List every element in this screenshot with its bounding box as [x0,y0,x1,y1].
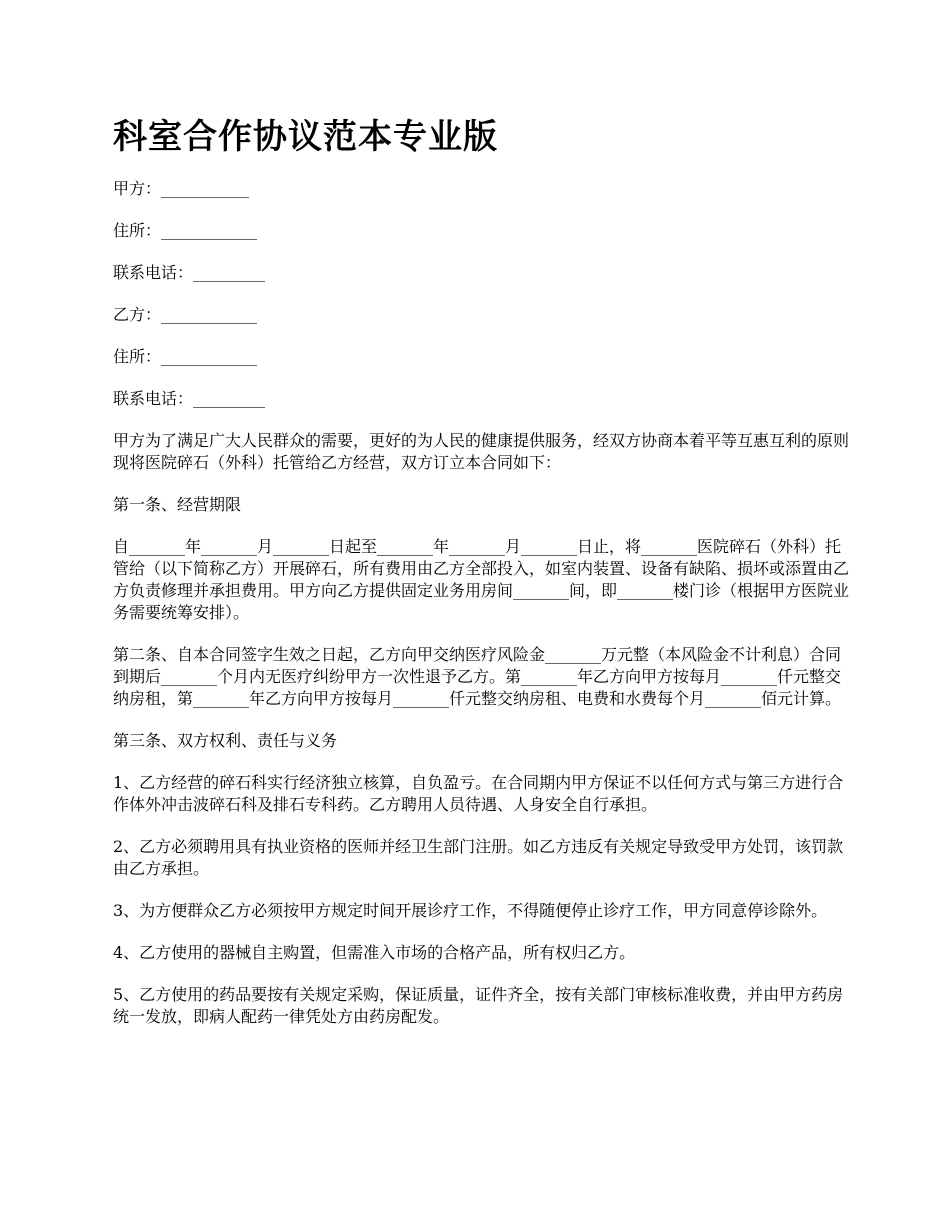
party-a-address-field: 住所：____________ [113,221,258,240]
clause-3-paragraph: 3、为方便群众乙方必须按甲方规定时间开展诊疗工作，不得随便停止诊疗工作，甲方同意停诊除外。 [113,901,828,920]
article-1-body: 自_______年_______月_______日起至_______年_______月_______日止，将_______医院碎石（外科）托管给（以下简称乙方）开展碎石，所有费用由乙方全部投入，如室内装置、设备有缺陷、损坏或添置由乙方负责修理并承担费用。甲方向乙方提供固定业务用房间_______间，即_______楼门诊（根据甲方医院业务需要统筹安排）。 [113,537,850,622]
document-page [113,112,853,1048]
party-b-name-field: 乙方：____________ [113,305,258,324]
document-title: 科室合作协议范本专业版 [113,117,498,157]
article-1-heading: 第一条、经营期限 [113,495,242,514]
clause-2-paragraph: 2、乙方必须聘用具有执业资格的医师并经卫生部门注册。如乙方违反有关规定导致受甲方处罚，该罚款由乙方承担。 [113,837,844,878]
clause-1-paragraph: 1、乙方经营的碎石科实行经济独立核算，自负盈亏。在合同期内甲方保证不以任何方式与第三方进行合作体外冲击波碎石科及排石专科药。乙方聘用人员待遇、人身安全自行承担。 [113,773,844,814]
article-2-body: 第二条、自本合同签字生效之日起，乙方向甲交纳医疗风险金_______万元整（本风险金不计利息）合同到期后_______个月内无医疗纠纷甲方一次性退予乙方。第_______年乙方向甲方按每月_______仟元整交纳房租，第_______年乙方向甲方按每月_______仟元整交纳房租、电费和水费每个月_______佰元计算。 [113,645,842,708]
article-3-heading: 第三条、双方权利、责任与义务 [113,731,338,750]
clause-4-paragraph: 4、乙方使用的器械自主购置，但需准入市场的合格产品，所有权归乙方。 [113,943,636,962]
preamble-paragraph: 甲方为了满足广大人民群众的需要，更好的为人民的健康提供服务，经双方协商本着平等互惠互利的原则现将医院碎石（外科）托管给乙方经营，双方订立本合同如下： [113,431,850,472]
clause-5-paragraph: 5、乙方使用的药品要按有关规定采购，保证质量，证件齐全，按有关部门审核标准收费，并由甲方药房统一发放，即病人配药一律凭处方由药房配发。 [113,985,844,1026]
party-a-phone-field: 联系电话：_________ [113,263,266,282]
party-a-name-field: 甲方：___________ [113,179,250,198]
party-b-address-field: 住所：____________ [113,347,258,366]
party-b-phone-field: 联系电话：_________ [113,389,266,408]
